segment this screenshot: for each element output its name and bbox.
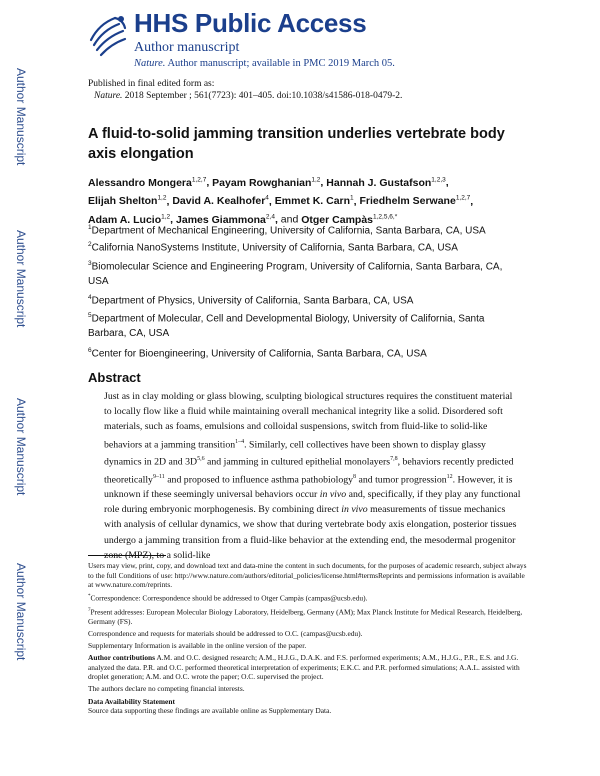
hhs-public-access-title: HHS Public Access [134, 8, 367, 38]
author-name: Otger Campàs$^{1,2,5,6,*}$ [301, 213, 398, 226]
abstract-heading: Abstract [88, 370, 141, 385]
citation-line [88, 90, 402, 102]
author-name: David A. Kealhofer$^4$ [172, 194, 269, 207]
side-label-1: Author Manuscript [14, 68, 28, 166]
author-name: Payam Rowghanian$^{1,2}$ [212, 176, 321, 189]
footnotes [88, 561, 528, 718]
competing-interests: The authors declare no competing financial interests. [88, 684, 245, 694]
journal-name: Nature. [134, 58, 166, 69]
side-label-4: Author Manuscript [14, 563, 28, 661]
requests-note: Correspondence and requests for materials should be addressed to O.C. (campas@ucsb.edu). [88, 629, 363, 638]
availability-line [134, 58, 395, 69]
supplementary-note: Supplementary Information is available in the online version of the paper. [88, 641, 307, 651]
author-list: Alessandro Mongera$^{1,2,7}$, Payam Rowghanian$^{1,2}$, Hannah J. Gustafson$^{1,2,3}$, Elijah Shelton$^{1,2}$, David A. Kealhofer$^4$, Emmet K. Carn$^1$, Friedhelm Serwane$^{1,2,7}$, Adam A. Lucio$^{1,2}$, James Giammona$^{2,4}$, and Otger Campàs$^{1,2,5,6,*}$ [88, 176, 474, 226]
affiliation: $^2$California NanoSystems Institute, University of California, Santa Barbara, CA, USA [88, 241, 458, 254]
data-availability: Data Availability Statement Source data supporting these findings are available online as Supplementary Data. [88, 696, 332, 716]
author-name: Friedhelm Serwane$^{1,2,7}$ [359, 194, 471, 207]
published-line: Published in final edited form as: [88, 79, 215, 89]
terms-of-use: Users may view, print, copy, and download text and data-mine the content in such documents, for the purposes of academic research, subject always to the full Conditions of use: http://www.nature.com/authors/editorial_policies/license.html#termsReprints and permissions information is available at www.nature.com/reprints. [88, 561, 527, 590]
author-name: Adam A. Lucio$^{1,2}$ [88, 213, 171, 226]
author-name: Hannah J. Gustafson$^{1,2,3}$ [326, 176, 446, 189]
affiliation: $^5$Department of Molecular, Cell and Developmental Biology, University of California, Santa Barbara, CA, USA [88, 312, 485, 339]
author-name: James Giammona$^{2,4}$ [176, 213, 275, 226]
author-name: Elijah Shelton$^{1,2}$ [88, 194, 167, 207]
abstract-body: Just as in clay molding or glass blowing, sculpting biological structures requires the constituent material to locally flow like a fluid while maintaining overall mechanical integrity like a solid. Disordered soft materials, such as foams, emulsions and colloidal suspensions, switch from fluid-like to solid-like behaviors at a jamming transition$^{1-4}$. Similarly, cell collectives have been shown to display glassy dynamics in 2D and $3D^{5,6}$ and jamming in cultured epithelial monolayers$^{7,8}$, behaviors recently predicted theoretically$^{9-11}$ and proposed to influence asthma pathobiology$^8$ and tumor progression$^{12}$. However, it is unknown if these seemingly universal behaviors occur in vivo and, specifically, if they play any functional role during embryonic morphogenesis. By combining direct in vivo measurements of tissue mechanics with analysis of cellular dynamics, we show that during vertebrate body axis elongation, posterior tissues undergo a jamming transition from a fluid-like behavior at the extending end, the mesodermal progenitor zone (MPZ), to a solid-like [104, 391, 521, 561]
author-contributions: Author contributions A.M. and O.C. designed research; A.M., H.J.G., D.A.K. and F.S. performed experiments; A.M., H.J.G., P.R., E.S. and J.G. analyzed the data. P.R. and O.C. performed theoretical interpretation of experiments; E.K.C. and P.R. performed simulations; A.A.L. assisted with droplet generation; A.M. and O.C. wrote the paper; O.C. supervised the project. [88, 653, 520, 682]
author-name: Alessandro Mongera$^{1,2,7}$ [88, 176, 207, 189]
affiliation: $^6$Center for Bioengineering, University of California, Santa Barbara, CA, USA [88, 347, 427, 360]
citation-text: 2018 September ; 561(7723): 401–405. doi:10.1038/s41586-018-0479-2. [122, 91, 403, 101]
publication-info [88, 78, 402, 102]
hhs-eagle-logo [85, 10, 131, 60]
author-name: Emmet K. Carn$^1$ [274, 194, 354, 207]
present-address-note: $^7$Present addresses: European Molecular Biology Laboratory, Heidelberg, Germany (AM); Max Planck Institute for Medical Research, Heidelberg, Germany (FS). [88, 607, 523, 626]
affiliation: $^3$Biomolecular Science and Engineering Program, University of California, Santa Barbara, CA, USA [88, 260, 503, 287]
side-label-3: Author Manuscript [14, 398, 28, 496]
affiliation: $^4$Department of Physics, University of California, Santa Barbara, CA, USA [88, 294, 414, 307]
citation-journal: Nature. [94, 91, 123, 101]
correspondence-note: *Correspondence: Correspondence should be addressed to Otger Campàs (campas@ucsb.edu). [88, 593, 368, 603]
availability-text: Author manuscript; available in PMC 2019 March 05. [165, 58, 395, 69]
footnote-rule [88, 555, 166, 556]
side-label-2: Author Manuscript [14, 230, 28, 328]
author-manuscript-subtitle: Author manuscript [134, 40, 240, 55]
affiliation: $^1$Department of Mechanical Engineering, University of California, Santa Barbara, CA, USA [88, 224, 486, 237]
article-title: A fluid-to-solid jamming transition underlies vertebrate body axis elongation [88, 126, 505, 162]
